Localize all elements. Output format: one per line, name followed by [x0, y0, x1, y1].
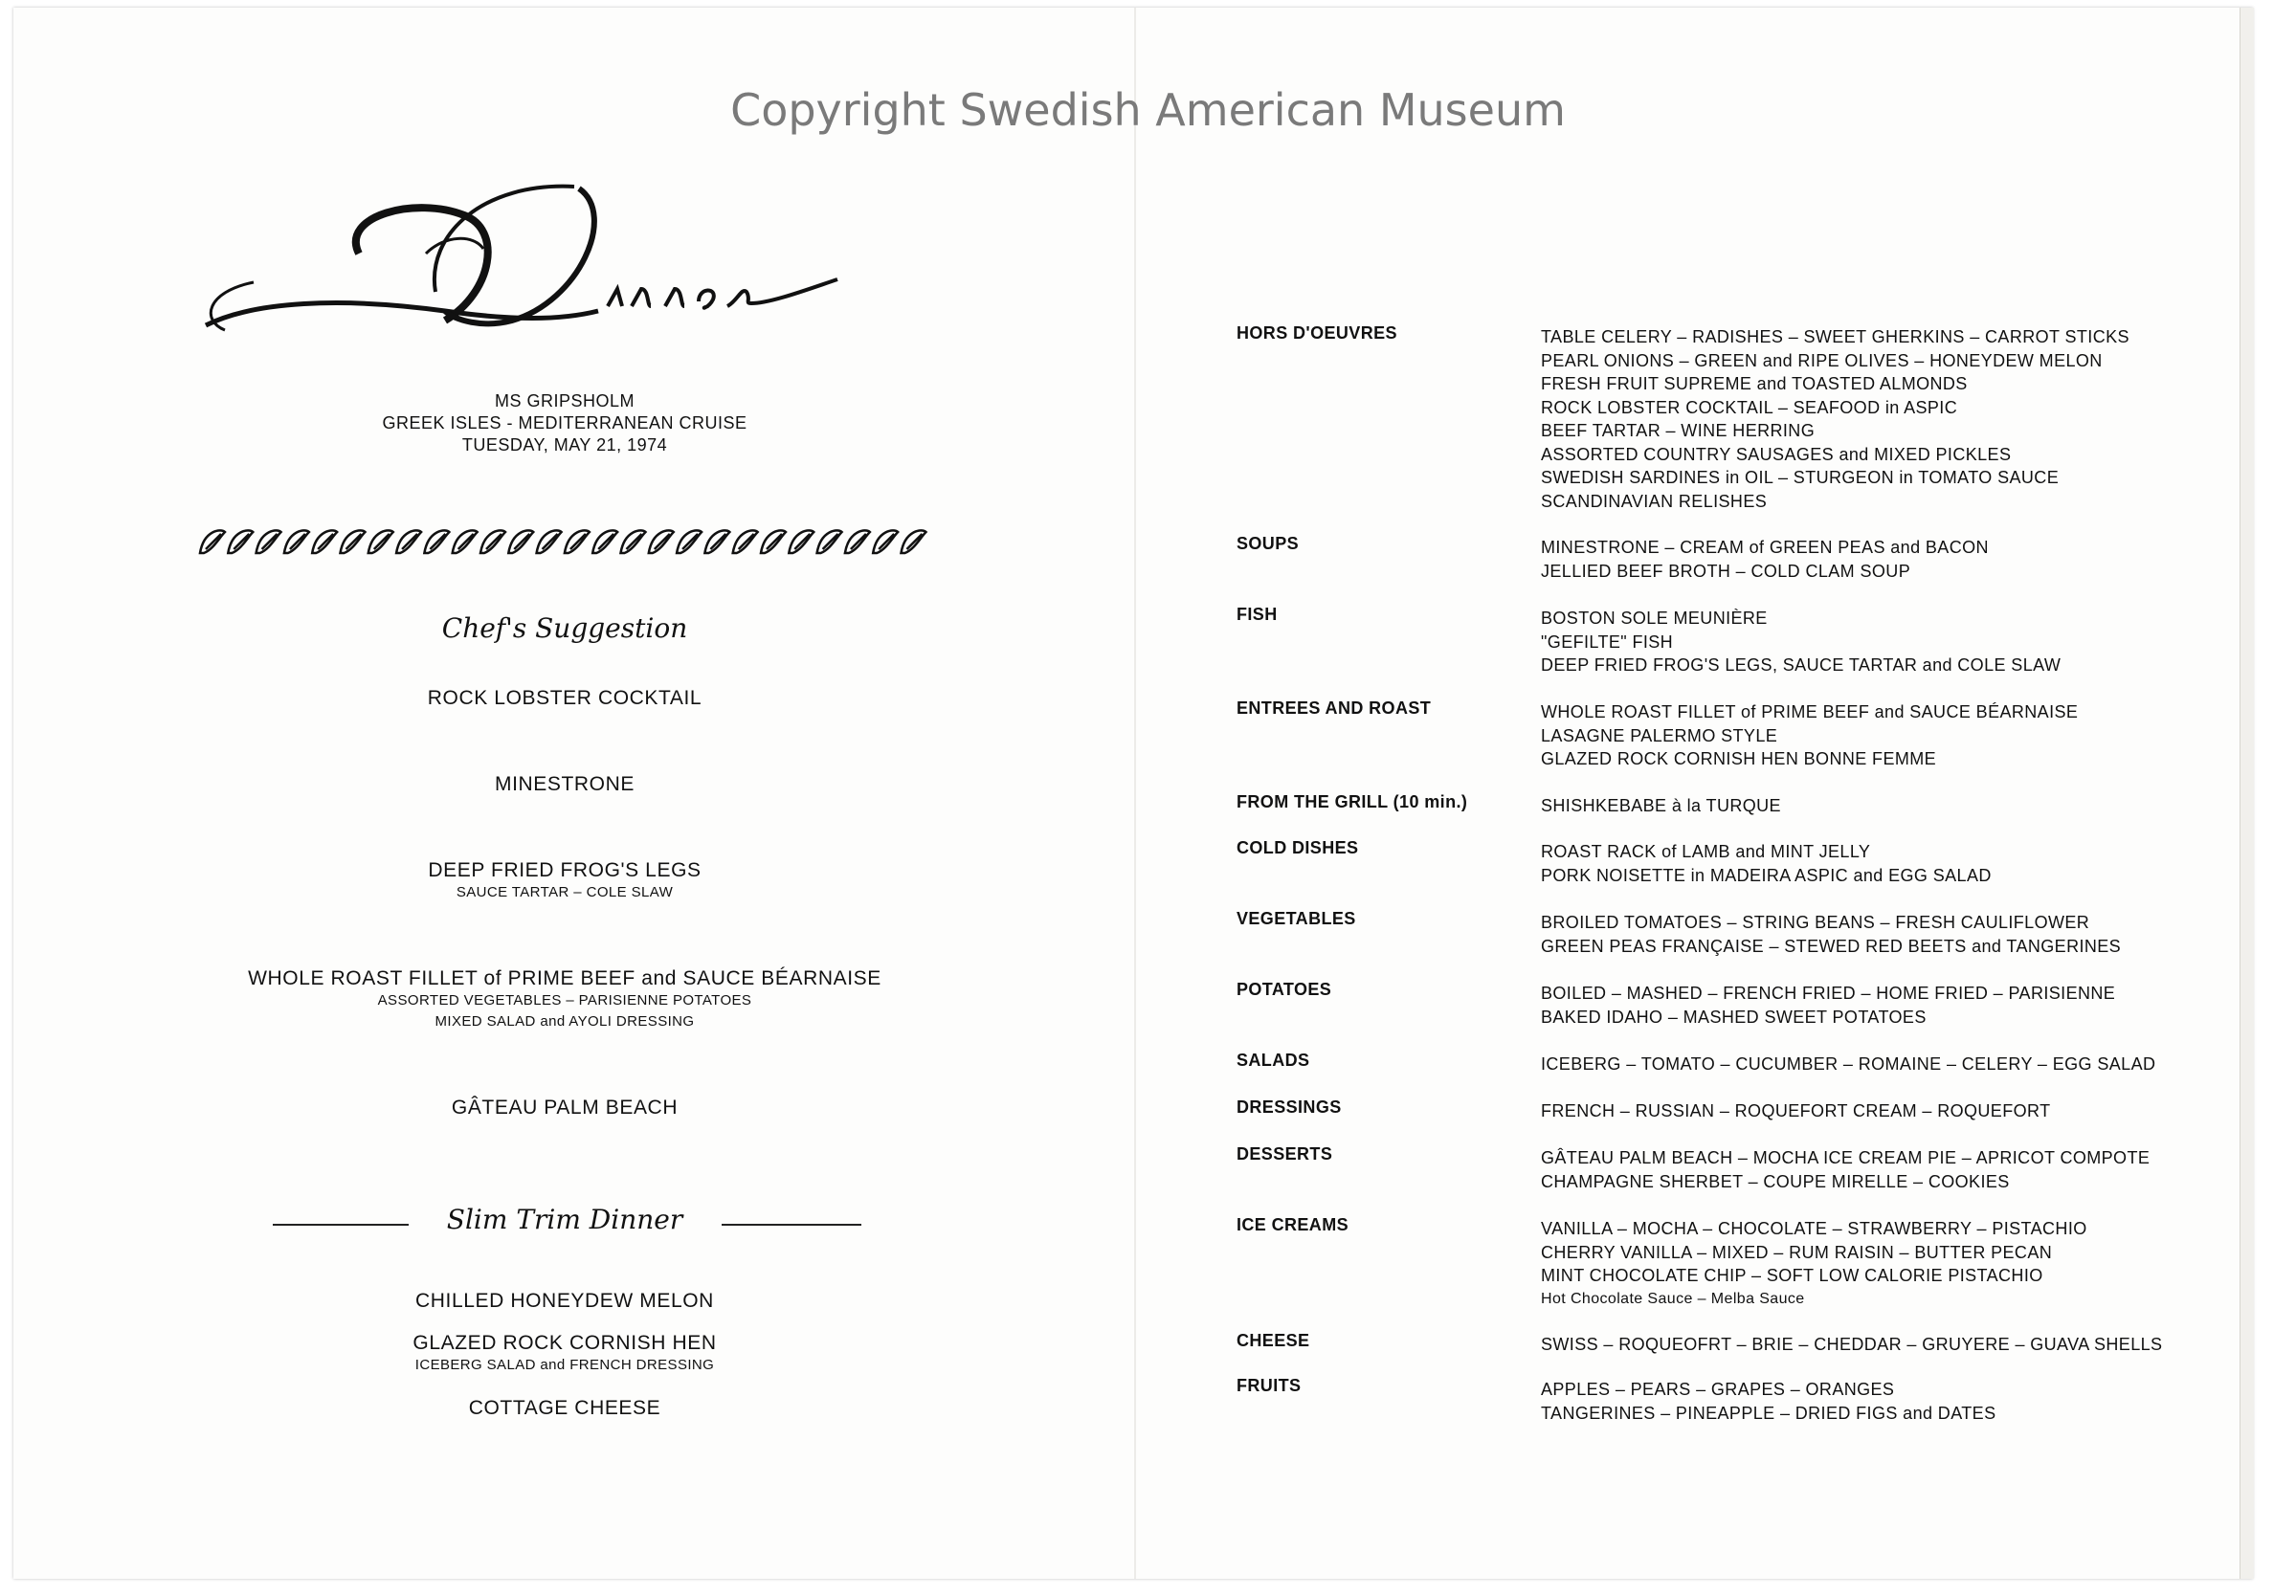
paper-edge	[2240, 8, 2254, 1579]
ornament-leaf	[789, 530, 814, 553]
slim-trim-label: Slim Trim Dinner	[446, 1204, 683, 1235]
menu-items	[1541, 911, 2121, 958]
ornament-leaf	[284, 530, 309, 553]
ornament-leaf	[537, 530, 562, 553]
menu-category: VEGETABLES	[1237, 909, 1356, 928]
menu-item: PEARL ONIONS – GREEN and RIPE OLIVES – HONEYDEW MELON	[1541, 350, 2103, 370]
right-rule	[722, 1224, 861, 1226]
course-name: MINESTRONE	[494, 773, 635, 795]
ornament-leaf	[621, 530, 646, 553]
menu-item: CHAMPAGNE SHERBET – COUPE MIRELLE – COOKIES	[1541, 1171, 2010, 1191]
ornament-leaf	[312, 530, 337, 553]
menu-item: "GEFILTE" FISH	[1541, 632, 1674, 652]
menu-item: BAKED IDAHO – MASHED SWEET POTATOES	[1541, 1007, 1927, 1027]
course-name: COTTAGE CHEESE	[468, 1397, 661, 1419]
menu-items	[1541, 1333, 2162, 1357]
menu-item: LASAGNE PALERMO STYLE	[1541, 725, 1778, 745]
menu-heading	[182, 390, 947, 456]
ornament-leaf	[341, 530, 366, 553]
course-name: GLAZED ROCK CORNISH HEN	[412, 1332, 717, 1354]
menu-items	[1541, 840, 1992, 887]
menu-item: BOSTON SOLE MEUNIÈRE	[1541, 609, 1768, 628]
menu-items	[1541, 536, 1989, 583]
menu-item: MINESTRONE – CREAM of GREEN PEAS and BACON	[1541, 538, 1989, 557]
menu-category: FISH	[1237, 605, 1278, 624]
ornament-leaf	[761, 530, 786, 553]
menu-items	[1541, 607, 2061, 677]
menu-items	[1541, 1378, 1995, 1425]
menu-item: SWISS – ROQUEOFRT – BRIE – CHEDDAR – GRUYERE – GUAVA SHELLS	[1541, 1335, 2163, 1354]
ornament-leaf	[704, 530, 729, 553]
menu-category: FROM THE GRILL (10 min.)	[1237, 792, 1468, 811]
course	[182, 967, 947, 1032]
course-accompaniment: MIXED SALAD and AYOLI DRESSING	[435, 1013, 695, 1030]
menu-category: HORS D'OEUVRES	[1237, 323, 1397, 343]
menu-item: MINT CHOCOLATE CHIP – SOFT LOW CALORIE PISTACHIO	[1541, 1266, 2043, 1285]
ship-name: MS GRIPSHOLM	[494, 391, 635, 410]
menu-category: DESSERTS	[1237, 1144, 1333, 1164]
menu-items	[1541, 1146, 2150, 1193]
menu-date: TUESDAY, MAY 21, 1974	[461, 435, 668, 454]
ornament-leaf	[480, 530, 505, 553]
menu-category: SOUPS	[1237, 534, 1300, 553]
course	[182, 1290, 947, 1313]
menu-item: JELLIED BEEF BROTH – COLD CLAM SOUP	[1541, 561, 1911, 581]
ornament-leaf	[902, 530, 926, 553]
menu-category: CHEESE	[1237, 1331, 1310, 1350]
ornament-leaf	[424, 530, 449, 553]
course	[182, 1332, 947, 1376]
menu-item: ICEBERG – TOMATO – CUCUMBER – ROMAINE – CELERY – EGG SALAD	[1541, 1054, 2156, 1074]
menu-items	[1541, 325, 2129, 513]
menu-item: BOILED – MASHED – FRENCH FRIED – HOME FRIED – PARISIENNE	[1541, 984, 2116, 1003]
menu-item: FRESH FRUIT SUPREME and TOASTED ALMONDS	[1541, 374, 1968, 393]
menu-item: BEEF TARTAR – WINE HERRING	[1541, 421, 1816, 440]
menu-category: DRESSINGS	[1237, 1097, 1342, 1117]
menu-category: ENTREES AND ROAST	[1237, 698, 1432, 718]
ornament-leaf	[368, 530, 393, 553]
ornament-border	[196, 524, 933, 559]
menu-item: DEEP FRIED FROG'S LEGS, SAUCE TARTAR and COLE SLAW	[1541, 655, 2062, 675]
ornament-leaf	[733, 530, 758, 553]
dinner-script-title	[196, 177, 943, 359]
course-name: ROCK LOBSTER COCKTAIL	[427, 687, 702, 709]
menu-item: APPLES – PEARS – GRAPES – ORANGES	[1541, 1380, 1895, 1399]
menu-item: ROAST RACK of LAMB and MINT JELLY	[1541, 842, 1871, 861]
course	[182, 773, 947, 796]
menu-item: TABLE CELERY – RADISHES – SWEET GHERKINS – CARROT STICKS	[1541, 327, 2129, 346]
menu-item: SCANDINAVIAN RELISHES	[1541, 491, 1768, 511]
menu-category: SALADS	[1237, 1051, 1310, 1070]
course-name: DEEP FRIED FROG'S LEGS	[428, 859, 702, 881]
menu-item: VANILLA – MOCHA – CHOCOLATE – STRAWBERRY – PISTACHIO	[1541, 1219, 2087, 1238]
menu-item: SHISHKEBABE à la TURQUE	[1541, 796, 1781, 815]
menu-items	[1541, 700, 2078, 771]
ornament-leaf	[873, 530, 898, 553]
ornament-leaf	[256, 530, 281, 553]
ornament-leaf	[649, 530, 674, 553]
menu-item: ASSORTED COUNTRY SAUSAGES and MIXED PICKLES	[1541, 444, 2012, 464]
ornament-leaf	[200, 530, 225, 553]
course	[182, 1397, 947, 1420]
menu-item: WHOLE ROAST FILLET of PRIME BEEF and SAUCE BÉARNAISE	[1541, 702, 2079, 721]
ornament-leaf	[845, 530, 870, 553]
menu-item: TANGERINES – PINEAPPLE – DRIED FIGS and DATES	[1541, 1403, 1996, 1423]
ornament-leaf	[396, 530, 421, 553]
menu-item: SWEDISH SARDINES in OIL – STURGEON in TOMATO SAUCE	[1541, 468, 2060, 487]
ornament-leaf	[508, 530, 533, 553]
ornament-leaf	[228, 530, 253, 553]
cruise-name: GREEK ISLES - MEDITERRANEAN CRUISE	[382, 413, 747, 432]
page-fold	[1134, 8, 1136, 1579]
ornament-leaf	[677, 530, 702, 553]
ornament-leaf	[565, 530, 590, 553]
menu-category: ICE CREAMS	[1237, 1215, 1349, 1234]
course-name: GÂTEAU PALM BEACH	[451, 1097, 679, 1119]
menu-item: GÂTEAU PALM BEACH – MOCHA ICE CREAM PIE – APRICOT COMPOTE	[1541, 1148, 2151, 1167]
course	[182, 859, 947, 903]
course	[182, 687, 947, 710]
course-accompaniment: ICEBERG SALAD and FRENCH DRESSING	[414, 1357, 715, 1373]
menu-category: COLD DISHES	[1237, 838, 1359, 857]
menu-item: Hot Chocolate Sauce – Melba Sauce	[1541, 1290, 1805, 1307]
menu-category: POTATOES	[1237, 980, 1332, 999]
menu-item: CHERRY VANILLA – MIXED – RUM RAISIN – BUTTER PECAN	[1541, 1242, 2053, 1262]
menu-items	[1541, 982, 2115, 1029]
course-accompaniment: SAUCE TARTAR – COLE SLAW	[456, 884, 674, 900]
course	[182, 1097, 947, 1119]
ornament-leaf	[817, 530, 842, 553]
course-name: CHILLED HONEYDEW MELON	[415, 1290, 714, 1312]
course-name: WHOLE ROAST FILLET of PRIME BEEF and SAUCE BÉARNAISE	[248, 967, 881, 989]
course-accompaniment: ASSORTED VEGETABLES – PARISIENNE POTATOES	[377, 992, 752, 1009]
menu-item: GREEN PEAS FRANÇAISE – STEWED RED BEETS and TANGERINES	[1541, 936, 2122, 956]
menu-items	[1541, 1217, 2087, 1311]
menu-item: ROCK LOBSTER COCKTAIL – SEAFOOD in ASPIC	[1541, 397, 1958, 417]
chefs-suggestion-label: Chef's Suggestion	[441, 612, 688, 644]
menu-item: BROILED TOMATOES – STRING BEANS – FRESH CAULIFLOWER	[1541, 913, 2090, 932]
menu-category: FRUITS	[1237, 1376, 1302, 1395]
menu-items	[1541, 794, 1781, 818]
menu-items	[1541, 1053, 2155, 1076]
ornament-leaf	[592, 530, 617, 553]
menu-item: GLAZED ROCK CORNISH HEN BONNE FEMME	[1541, 749, 1937, 768]
menu-item: PORK NOISETTE in MADEIRA ASPIC and EGG SALAD	[1541, 865, 1992, 885]
menu-item: FRENCH – RUSSIAN – ROQUEFORT CREAM – ROQUEFORT	[1541, 1101, 2051, 1120]
copyright-watermark: Copyright Swedish American Museum	[730, 84, 1566, 136]
ornament-leaf	[453, 530, 478, 553]
menu-items	[1541, 1099, 2050, 1123]
